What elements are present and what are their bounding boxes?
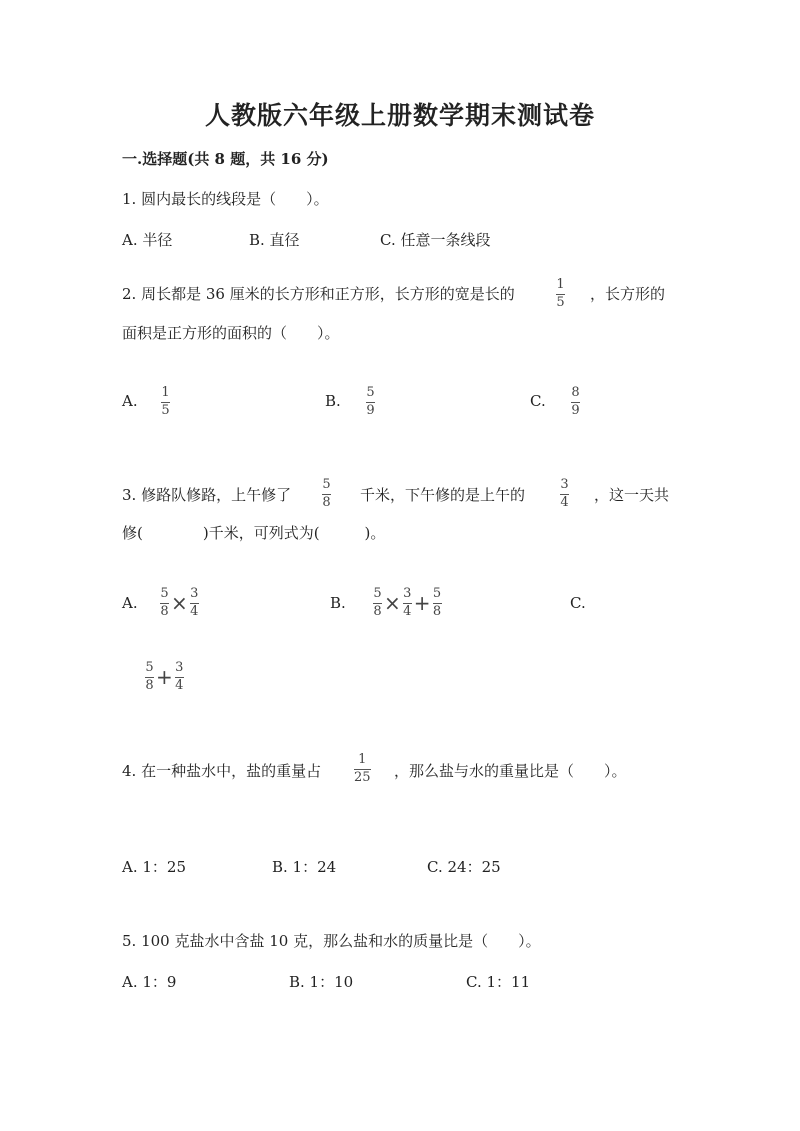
fraction-numerator: 3 <box>190 586 199 601</box>
question-2-option-b-fraction <box>366 386 375 418</box>
question-2-line1: 2. 周长都是 36 厘米的长方形和正方形，长方形的宽是长的 <box>122 285 515 303</box>
fraction-numerator: 3 <box>560 477 569 492</box>
question-2-option-b[interactable]: B. <box>325 392 341 410</box>
fraction-denominator: 9 <box>366 403 375 418</box>
fraction-numerator: 8 <box>571 385 580 400</box>
fraction <box>373 587 382 619</box>
question-3-option-a-expression <box>160 587 199 619</box>
fraction <box>190 587 199 619</box>
question-5-option-a[interactable]: A. 1：9 <box>122 973 177 991</box>
question-4-option-a[interactable]: A. 1：25 <box>122 858 186 876</box>
question-4-text-start: 4. 在一种盐水中，盐的重量占 <box>122 762 322 780</box>
question-2-option-c-fraction <box>571 386 580 418</box>
plus-sign: + <box>413 591 431 615</box>
page-title: 人教版六年级上册数学期末测试卷 <box>204 101 595 130</box>
question-3-line1-a: 3. 修路队修路，上午修了 <box>122 486 292 504</box>
multiply-sign: × <box>171 591 188 615</box>
question-3-option-b-expression <box>373 587 442 619</box>
fraction-numerator: 1 <box>358 752 367 767</box>
plus-sign: + <box>156 665 173 689</box>
question-1-option-a[interactable]: A. 半径 <box>122 231 173 249</box>
question-4-text-end: ，那么盐与水的重量比是（ ）。 <box>394 762 627 780</box>
question-1-option-b[interactable]: B. 直径 <box>249 231 300 249</box>
fraction-denominator: 4 <box>190 604 199 619</box>
question-2-option-c[interactable]: C. <box>530 392 546 410</box>
question-3-option-c-expression <box>145 661 184 693</box>
question-1-option-c[interactable]: C. 任意一条线段 <box>380 231 491 249</box>
question-2-line2: 面积是正方形的面积的（ ）。 <box>122 324 340 342</box>
fraction-denominator: 8 <box>322 495 331 510</box>
fraction-denominator: 5 <box>556 295 565 310</box>
fraction-numerator: 5 <box>432 586 442 601</box>
fraction-numerator: 5 <box>160 586 169 601</box>
fraction-denominator: 8 <box>432 604 442 619</box>
question-3-line1-b: 千米，下午修的是上午的 <box>360 486 526 504</box>
question-3-option-c[interactable]: C. <box>570 594 586 612</box>
fraction-numerator: 1 <box>556 277 565 292</box>
fraction-numerator: 1 <box>161 385 170 400</box>
question-4-option-b[interactable]: B. 1：24 <box>272 858 337 876</box>
fraction-denominator: 4 <box>403 604 412 619</box>
question-5-option-b[interactable]: B. 1：10 <box>289 973 354 991</box>
fraction-denominator: 5 <box>161 403 170 418</box>
fraction-numerator: 5 <box>373 586 382 601</box>
question-3-line2: 修( )千米，可列式为( )。 <box>122 524 386 542</box>
fraction-numerator: 3 <box>403 586 412 601</box>
question-2-fraction <box>556 278 565 310</box>
question-2-line1-end: ，长方形的 <box>590 285 666 303</box>
fraction-denominator: 9 <box>571 403 580 418</box>
fraction-denominator: 4 <box>175 678 184 693</box>
question-3-option-b[interactable]: B. <box>330 594 346 612</box>
fraction-denominator: 8 <box>373 604 382 619</box>
fraction-numerator: 5 <box>366 385 375 400</box>
fraction <box>145 661 154 693</box>
question-3-line1-c: ，这一天共 <box>594 486 670 504</box>
question-4-fraction <box>354 753 371 785</box>
question-4-option-c[interactable]: C. 24：25 <box>427 858 501 876</box>
question-1-text: 1. 圆内最长的线段是（ ）。 <box>122 190 329 208</box>
fraction-numerator: 5 <box>145 660 154 675</box>
fraction-denominator: 25 <box>354 770 371 785</box>
question-5-option-c[interactable]: C. 1：11 <box>466 973 531 991</box>
question-2-option-a[interactable]: A. <box>122 392 138 410</box>
section-heading: 一.选择题(共 8 题，共 16 分) <box>122 150 329 168</box>
question-3-fraction-2 <box>560 478 569 510</box>
question-3-option-a[interactable]: A. <box>122 594 138 612</box>
question-5-text: 5. 100 克盐水中含盐 10 克，那么盐和水的质量比是（ ）。 <box>122 932 541 950</box>
question-2-option-a-fraction <box>161 386 170 418</box>
fraction <box>160 587 169 619</box>
question-3-fraction-1 <box>322 478 331 510</box>
fraction <box>175 661 184 693</box>
fraction <box>403 587 412 619</box>
fraction-numerator: 5 <box>322 477 331 492</box>
fraction-denominator: 4 <box>560 495 569 510</box>
fraction <box>433 587 442 619</box>
fraction-denominator: 8 <box>160 604 169 619</box>
fraction-numerator: 3 <box>175 660 184 675</box>
fraction-denominator: 8 <box>145 678 154 693</box>
multiply-sign: × <box>384 591 401 615</box>
